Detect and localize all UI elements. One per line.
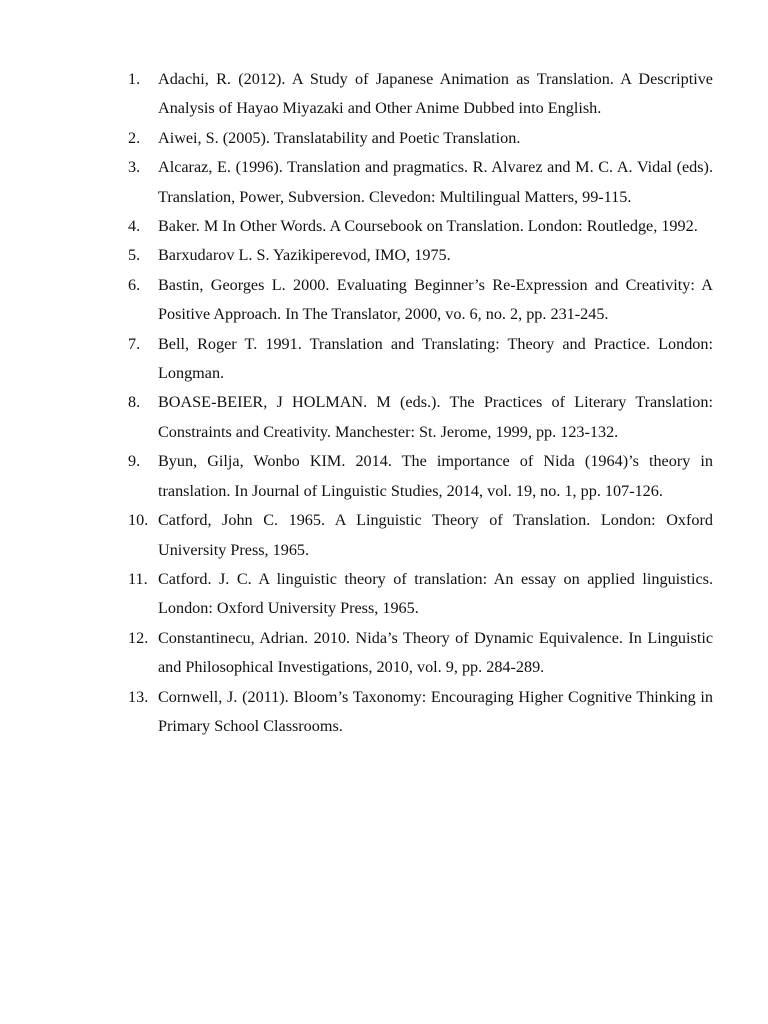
reference-text: Cornwell, J. (2011). Bloom’s Taxonomy: Encouraging Higher Cognitive Thinking in Primary School Classrooms. <box>158 687 713 735</box>
reference-text: Catford. J. C. A linguistic theory of translation: An essay on applied linguistics. London: Oxford University Press, 1965. <box>158 569 713 618</box>
reference-number: 9. <box>128 452 141 471</box>
reference-item <box>128 65 713 124</box>
reference-number: 7. <box>128 334 141 353</box>
reference-text: Aiwei, S. (2005). Translatability and Poetic Translation. <box>158 128 521 147</box>
reference-number: 1. <box>128 70 141 88</box>
reference-number: 11. <box>128 569 148 588</box>
reference-number: 3. <box>128 158 141 177</box>
reference-item <box>128 241 713 270</box>
reference-text: Baker. M In Other Words. A Coursebook on Translation. London: Routledge, 1992. <box>158 217 698 236</box>
reference-item <box>128 153 713 212</box>
reference-text: Alcaraz, E. (1996). Translation and pragmatics. R. Alvarez and M. C. A. Vidal (eds). Translation, Power, Subversion. Clevedon: Multilingual Matters, 99-115. <box>158 158 713 206</box>
reference-number: 12. <box>128 628 149 647</box>
reference-number: 13. <box>128 687 149 706</box>
reference-item <box>128 212 713 241</box>
reference-text: Constantinecu, Adrian. 2010. Nida’s Theory of Dynamic Equivalence. In Linguistic and Philosophical Investigations, 2010, vol. 9, pp. 284-289. <box>158 628 713 677</box>
reference-text: Bastin, Georges L. 2000. Evaluating Beginner’s Re-Expression and Creativity: A Positive Approach. In The Translator, 2000, vo. 6, no. 2, pp. 231-245. <box>158 275 713 324</box>
reference-item <box>128 388 713 447</box>
reference-number: 4. <box>128 217 141 236</box>
reference-list <box>128 65 713 741</box>
reference-item <box>128 565 713 624</box>
reference-text: Bell, Roger T. 1991. Translation and Translating: Theory and Practice. London: Longman. <box>158 334 713 383</box>
reference-text: Barxudarov L. S. Yazikiperevod, IMO, 1975. <box>158 246 451 265</box>
reference-number: 8. <box>128 393 141 412</box>
reference-item <box>128 330 713 389</box>
reference-text: BOASE-BEIER, J HOLMAN. M (eds.). The Practices of Literary Translation: Constraints and Creativity. Manchester: St. Jerome, 1999, pp. 123-132. <box>158 393 713 441</box>
reference-item <box>128 124 713 153</box>
reference-number: 2. <box>128 128 141 147</box>
reference-number: 6. <box>128 275 141 294</box>
reference-item <box>128 447 713 506</box>
reference-item <box>128 506 713 565</box>
reference-number: 10. <box>128 511 149 530</box>
reference-text: Adachi, R. (2012). A Study of Japanese Animation as Translation. A Descriptive Analysis of Hayao Miyazaki and Other Anime Dubbed into English. <box>158 70 713 118</box>
reference-text: Byun, Gilja, Wonbo KIM. 2014. The importance of Nida (1964)’s theory in translation. In Journal of Linguistic Studies, 2014, vol. 19, no. 1, pp. 107-126. <box>158 452 713 500</box>
reference-item <box>128 271 713 330</box>
reference-number: 5. <box>128 246 141 265</box>
reference-item <box>128 624 713 683</box>
reference-text: Catford, John C. 1965. A Linguistic Theory of Translation. London: Oxford University Press, 1965. <box>158 511 713 559</box>
reference-item <box>128 683 713 742</box>
